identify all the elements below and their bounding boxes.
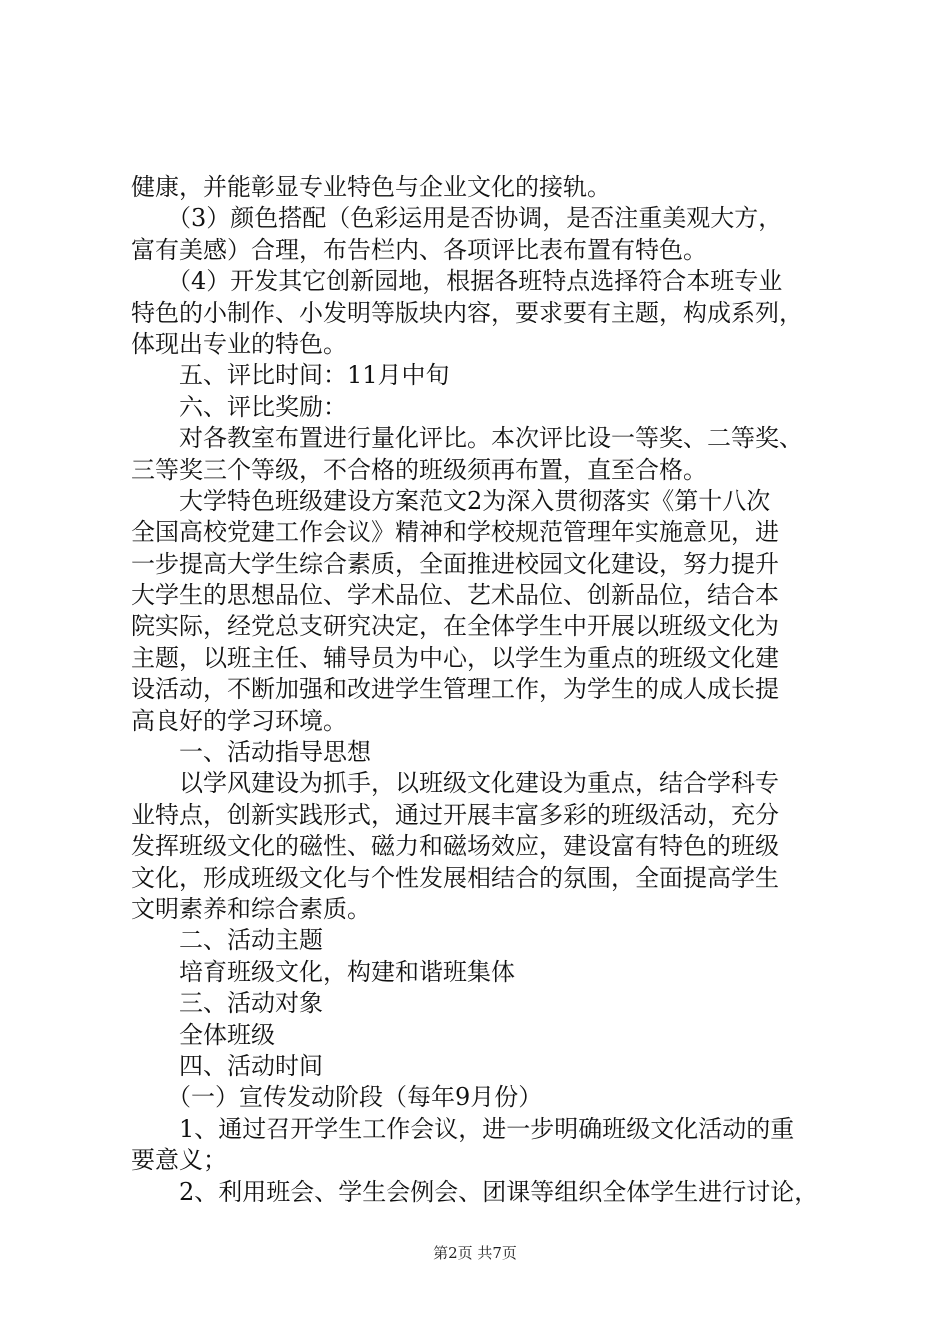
- text-line: 一步提高大学生综合素质，全面推进校园文化建设，努力提升: [131, 549, 779, 578]
- text-line: 业特点，创新实践形式，通过开展丰富多彩的班级活动，充分: [131, 800, 779, 829]
- page-footer: [0, 1243, 950, 1263]
- section-heading: 六、评比奖励：: [131, 392, 347, 421]
- text-line: （3）颜色搭配（色彩运用是否协调，是否注重美观大方，: [131, 204, 783, 233]
- text-line: 以学风建设为抓手，以班级文化建设为重点，结合学科专: [131, 769, 779, 798]
- text-line: 培育班级文化，构建和谐班集体: [131, 957, 515, 986]
- text-line: 大学特色班级建设方案范文2为深入贯彻落实《第十八次: [131, 486, 771, 515]
- text-line: 发挥班级文化的磁性、磁力和磁场效应，建设富有特色的班级: [131, 832, 779, 861]
- text-line: 设活动，不断加强和改进学生管理工作，为学生的成人成长提: [131, 675, 779, 704]
- text-line: 三等奖三个等级，不合格的班级须再布置，直至合格。: [131, 455, 707, 484]
- text-line: 文明素养和综合素质。: [131, 894, 371, 923]
- text-line: 2、利用班会、学生会例会、团课等组织全体学生进行讨论，: [131, 1177, 819, 1206]
- text-line: 要意义；: [131, 1146, 227, 1175]
- text-line: 文化，形成班级文化与个性发展相结合的氛围，全面提高学生: [131, 863, 779, 892]
- section-heading: 三、活动对象: [131, 989, 323, 1018]
- text-line: 全国高校党建工作会议》精神和学校规范管理年实施意见，进: [131, 518, 779, 547]
- text-line: 院实际，经党总支研究决定，在全体学生中开展以班级文化为: [131, 612, 779, 641]
- text-line: 全体班级: [131, 1020, 275, 1049]
- page-number: 第2页 共7页: [433, 1244, 517, 1262]
- text-line: 体现出专业的特色。: [131, 329, 347, 358]
- text-line: 高良好的学习环境。: [131, 706, 347, 735]
- text-line: 富有美感）合理，布告栏内、各项评比表布置有特色。: [131, 235, 707, 264]
- text-line: （一）宣传发动阶段（每年9月份）: [131, 1083, 543, 1112]
- document-body: [131, 172, 831, 1208]
- text-line: 1、通过召开学生工作会议，进一步明确班级文化活动的重: [131, 1114, 795, 1143]
- section-heading: 四、活动时间: [131, 1051, 323, 1080]
- text-line: 健康，并能彰显专业特色与企业文化的接轨。: [131, 173, 611, 201]
- section-heading: 二、活动主题: [131, 926, 323, 955]
- section-heading: 一、活动指导思想: [131, 738, 371, 767]
- section-heading: 五、评比时间：11月中旬: [131, 361, 450, 390]
- text-line: 大学生的思想品位、学术品位、艺术品位、创新品位，结合本: [131, 581, 779, 610]
- text-line: 主题，以班主任、辅导员为中心，以学生为重点的班级文化建: [131, 643, 779, 672]
- text-line: 对各教室布置进行量化评比。本次评比设一等奖、二等奖、: [131, 424, 803, 453]
- text-line: （4）开发其它创新园地，根据各班特点选择符合本班专业: [131, 267, 783, 296]
- text-line: 特色的小制作、小发明等版块内容，要求要有主题，构成系列，: [131, 298, 803, 327]
